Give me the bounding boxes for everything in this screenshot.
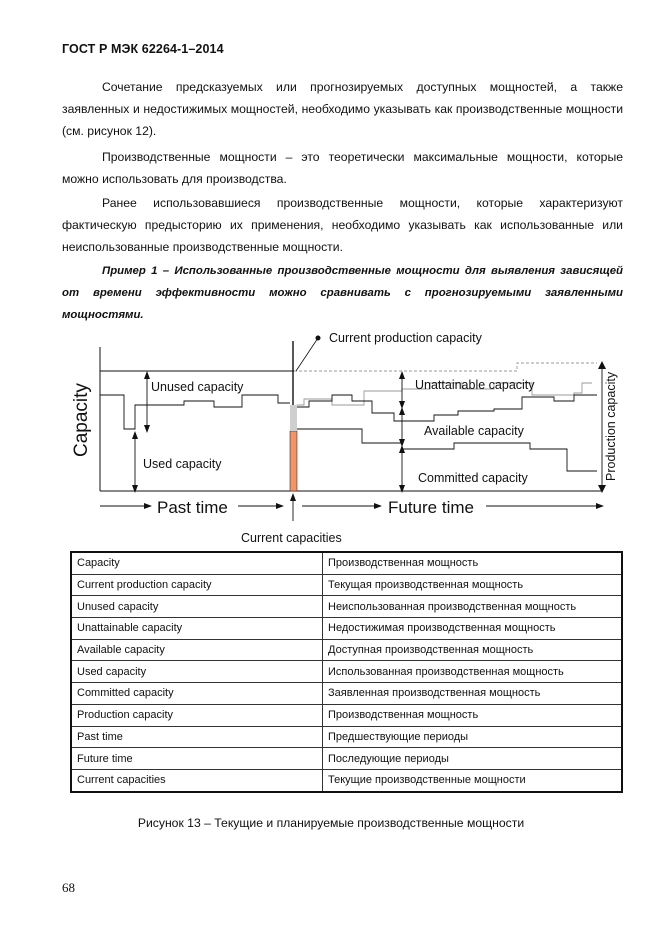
term-english: Current capacities <box>71 769 323 791</box>
term-english: Unused capacity <box>71 596 323 618</box>
y-axis-label: Capacity <box>71 383 92 457</box>
term-russian: Заявленная производственная мощность <box>323 683 623 705</box>
term-english: Capacity <box>71 552 323 574</box>
term-english: Committed capacity <box>71 683 323 705</box>
example-paragraph: Пример 1 – Использованные производственные мощности для выявления зависящей от времени эффективности можно сравнивать с прогнозируемыми заявленными мощностями. <box>62 265 623 321</box>
term-russian: Производственная мощность <box>323 552 623 574</box>
table-row <box>71 683 622 705</box>
table-row <box>71 726 622 748</box>
current-capacities-label: Current capacities <box>241 531 342 545</box>
table-row <box>71 639 622 661</box>
paragraph-2: Производственные мощности – это теоретически максимальные мощности, которые можно использовать для производства. <box>62 150 623 186</box>
table-row <box>71 552 622 574</box>
term-russian: Использованная производственная мощность <box>323 661 623 683</box>
future-production-dashed-line <box>294 363 597 371</box>
table-row <box>71 618 622 640</box>
term-russian: Последующие периоды <box>323 748 623 770</box>
term-english: Production capacity <box>71 704 323 726</box>
figure-caption: Рисунок 13 – Текущие и планируемые производственные мощности <box>137 816 525 830</box>
paragraph-1: Сочетание предсказуемых или прогнозируемых доступных мощностей, а также заявленных и недостижимых мощностей, необходимо указывать как производственные мощности (см. рисунок 12). <box>62 80 623 138</box>
production-arrow-head-bottom <box>598 485 606 493</box>
term-english: Current production capacity <box>71 574 323 596</box>
unused-capacity-label: Unused capacity <box>151 380 244 394</box>
page-number: 68 <box>62 880 75 895</box>
term-russian: Доступная производственная мощность <box>323 639 623 661</box>
table-row <box>71 661 622 683</box>
available-capacity-line <box>297 395 597 421</box>
current-capacities-arrow-head <box>290 493 296 501</box>
term-russian: Предшествующие периоды <box>323 726 623 748</box>
term-english: Used capacity <box>71 661 323 683</box>
term-russian: Недостижимая производственная мощность <box>323 618 623 640</box>
committed-capacity-label: Committed capacity <box>418 471 528 485</box>
table-row <box>71 748 622 770</box>
current-production-pointer <box>296 338 318 371</box>
table-row <box>71 704 622 726</box>
used-capacity-label: Used capacity <box>143 457 222 471</box>
term-english: Unattainable capacity <box>71 618 323 640</box>
term-english: Future time <box>71 748 323 770</box>
table-row <box>71 574 622 596</box>
used-capacity-line <box>100 395 290 429</box>
future-arrow-head-left <box>374 503 382 509</box>
production-arrow-head-top <box>598 361 606 369</box>
current-unused-bar <box>290 405 297 431</box>
current-production-label: Current production capacity <box>329 331 482 345</box>
past-arrow-head-right <box>276 503 284 509</box>
term-russian: Текущая производственная мощность <box>323 574 623 596</box>
table-row <box>71 596 622 618</box>
unattainable-capacity-label: Unattainable capacity <box>415 378 535 392</box>
future-time-label: Future time <box>388 498 474 517</box>
term-russian: Производственная мощность <box>323 704 623 726</box>
term-english: Available capacity <box>71 639 323 661</box>
table-row <box>71 769 622 791</box>
term-english: Past time <box>71 726 323 748</box>
future-arrow-head-right <box>596 503 604 509</box>
past-arrow-head-left <box>144 503 152 509</box>
available-capacity-label: Available capacity <box>424 424 524 438</box>
document-header: ГОСТ Р МЭК 62264-1–2014 <box>62 42 224 56</box>
past-time-label: Past time <box>157 498 228 517</box>
current-used-bar <box>290 431 297 491</box>
translation-table <box>70 551 623 793</box>
paragraph-3: Ранее использовавшиеся производственные мощности, которые характеризуют фактическую предысторию их применения, необходимо указывать как использованные или неиспользованные производственные мощности. <box>62 196 623 254</box>
capacity-diagram <box>62 325 632 547</box>
term-russian: Неиспользованная производственная мощность <box>323 596 623 618</box>
term-russian: Текущие производственные мощности <box>323 769 623 791</box>
right-axis-label: Production capacity <box>604 371 618 481</box>
